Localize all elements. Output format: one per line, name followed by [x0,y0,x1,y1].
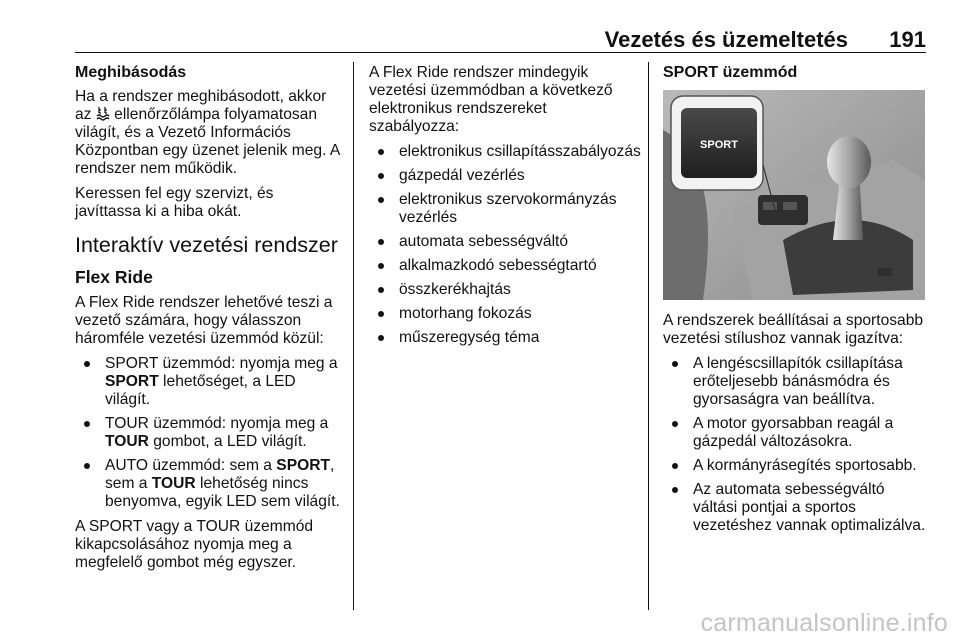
bullet-dot [84,421,90,427]
item-text: SPORT üzemmód: nyomja meg a [105,355,338,372]
flexride-intro: A Flex Ride rendszer lehetővé teszi a vezető számára, hogy válasszon háromféle vezetési üzemmód közül: [75,294,333,347]
list-item [369,305,641,323]
small-button-shape [783,202,797,210]
column-3 [663,64,927,542]
item-text: gázpedál vezérlés [399,167,525,184]
item-bold: SPORT [105,373,159,390]
page-number: 191 [889,27,926,52]
item-text: műszeregység téma [399,329,540,346]
list-item [663,415,927,451]
list-item [369,143,641,161]
item-text: alkalmazkodó sebességtartó [399,257,597,274]
list-item [75,355,343,409]
fault-heading: Meghibásodás [75,64,187,81]
item-text: motorhang fokozás [399,305,532,322]
watermark: carmanualsonline.info [700,609,948,637]
fault-text-a: Ha a rendszer meghibásodott, akkor az [75,88,327,123]
item-bold: TOUR [151,475,196,492]
bullet-dot [378,263,384,269]
list-item [369,329,641,347]
damping-warning-lamp-icon [96,106,110,121]
bullet-dot [84,463,90,469]
item-bold: TOUR [105,433,149,450]
list-item [663,457,927,475]
column-2 [369,64,641,354]
small-button-shape [878,268,892,276]
item-text: A lengéscsillapítók csillapítása erőteljesebb bánásmódra és gyorsaságra van beállítva. [693,355,903,408]
flexride-heading: Flex Ride [75,267,153,287]
item-text: elektronikus szervokormányzás vezérlés [399,191,617,226]
fault-paragraph-1 [75,88,343,178]
item-text: AUTO üzemmód: sem a [105,457,277,474]
fault-paragraph-2: Keressen fel egy szervizt, és javíttassa ki a hiba okát. [75,185,274,220]
item-text: lehetőséget, a LED világít. [105,373,296,408]
item-text: automata sebességváltó [399,233,569,250]
bullet-dot [672,487,678,493]
item-text: gombot, a LED világít. [148,433,307,450]
column-divider-1 [353,62,354,610]
list-item [663,355,927,409]
bullet-dot [378,335,384,341]
bullet-dot [378,149,384,155]
mode-list [75,355,343,511]
list-item [369,233,641,251]
list-item [369,167,641,185]
sport-list [663,355,927,535]
sport-button-figure [663,90,925,300]
list-item [75,457,343,511]
list-item [369,191,641,227]
bullet-dot [672,463,678,469]
sport-intro: A rendszerek beállításai a sportosabb vezetési stílushoz vannak igazítva: [663,312,924,347]
bullet-dot [378,311,384,317]
column-1 [75,64,343,579]
header-rule [75,52,926,53]
bullet-dot [84,361,90,367]
fault-text-b: ellenőrzőlámpa folyamatosan világít, és a Vezető Információs Központban egy üzenet jelenik meg. A rendszer nem működik. [75,106,340,177]
list-item [663,481,927,535]
item-text: TOUR üzemmód: nyomja meg a [105,415,329,432]
main-heading: Interaktív vezetési rendszer [75,233,338,257]
list-item [369,257,641,275]
item-text: lehetőség nincs benyomva, egyik LED sem világít. [105,475,340,510]
sport-mode-heading: SPORT üzemmód [663,64,798,81]
bullet-dot [378,239,384,245]
header-title: Vezetés és üzemeltetés [604,27,848,52]
bullet-dot [672,361,678,367]
bullet-dot [672,421,678,427]
bullet-dot [378,287,384,293]
item-bold: SPORT [276,457,331,474]
item-text: A motor gyorsabban reagál a gázpedál változásokra. [693,415,894,450]
sport-button-label: SPORT [700,139,738,151]
bullet-dot [378,197,384,203]
column-divider-2 [648,62,649,610]
item-text: , sem a [105,457,335,492]
item-text: elektronikus csillapításszabályozás [399,143,641,160]
bullet-dot [378,173,384,179]
list-item [369,281,641,299]
item-text: A kormányrásegítés sportosabb. [693,457,917,474]
item-text: összkerékhajtás [399,281,511,298]
shift-knob-shape [827,136,871,188]
systems-list [369,143,641,347]
item-text: Az automata sebességváltó váltási pontjai a sportos vezetéshez vannak optimalizálva. [693,481,926,534]
list-item [75,415,343,451]
systems-intro: A Flex Ride rendszer mindegyik vezetési üzemmódban a következő elektronikus rendszereket szabályozza: [369,64,613,135]
closing-paragraph: A SPORT vagy a TOUR üzemmód kikapcsolásához nyomja meg a megfelelő gombot még egyszer. [75,518,314,571]
